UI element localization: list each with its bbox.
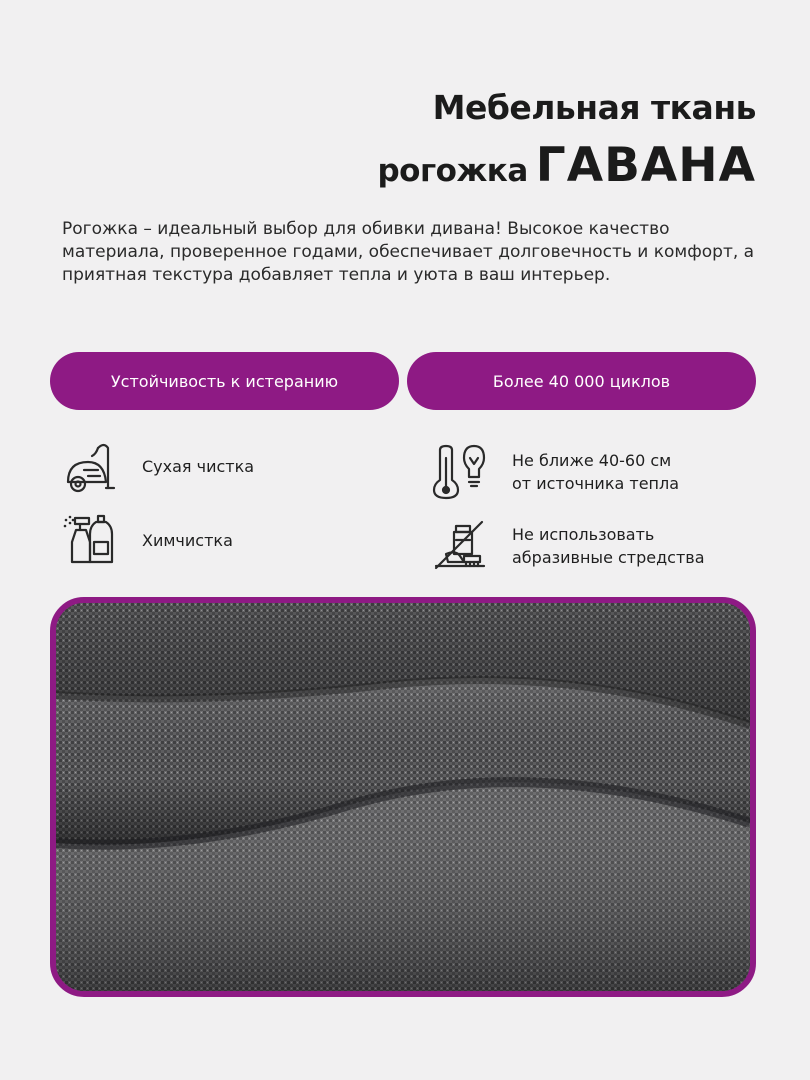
- cycles-badge: Более 40 000 циклов: [407, 352, 756, 410]
- heat-line-2: от источника тепла: [512, 474, 680, 493]
- cleaning-bottles-icon: [62, 512, 118, 568]
- abrasive-line-2: абразивные стредства: [512, 548, 705, 567]
- fabric-texture-image: [56, 603, 750, 991]
- abrasion-resistance-badge: Устойчивость к истеранию: [50, 352, 399, 410]
- title-line-1: Мебельная ткань: [432, 88, 756, 127]
- vacuum-cleaner-icon: [62, 438, 118, 494]
- title-fabric-name: ГАВАНА: [535, 138, 756, 193]
- abrasive-line-1: Не использовать: [512, 525, 655, 544]
- heat-line-1: Не ближе 40-60 см: [512, 451, 672, 470]
- heat-distance-label: [512, 449, 679, 495]
- description: Рогожка – идеальный выбор для обивки дивана! Высокое качество материала, проверенное годами, обеспечивает долговечность и комфорт, а приятная текстура добавляет тепла и уюта в ваш интерьер.: [62, 219, 755, 285]
- chem-clean-label: Химчистка: [142, 530, 233, 550]
- feature-chem-clean: [62, 512, 233, 568]
- feature-dry-clean: [62, 438, 254, 494]
- thermometer-bulb-icon: [432, 444, 488, 500]
- no-abrasive-icon: [432, 518, 488, 574]
- title-line-2: [377, 138, 756, 193]
- fabric-photo: [50, 597, 756, 997]
- feature-no-abrasive: [432, 518, 705, 574]
- feature-heat-distance: [432, 444, 679, 500]
- no-abrasive-label: [512, 523, 705, 569]
- dry-clean-label: Сухая чистка: [142, 456, 255, 476]
- title-prefix: рогожка: [377, 153, 528, 189]
